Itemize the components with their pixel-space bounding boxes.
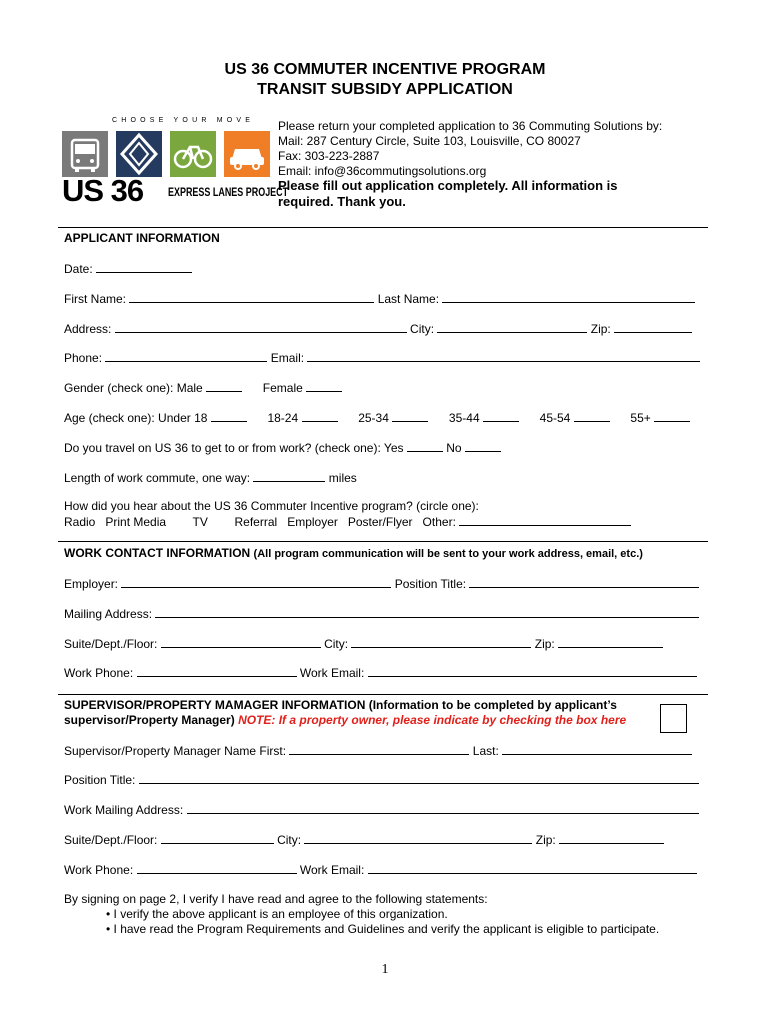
- suite-field[interactable]: [161, 636, 321, 648]
- age-option: 45-54: [539, 411, 571, 425]
- supervisor-last-label: Last:: [472, 744, 499, 758]
- commute-field[interactable]: [253, 470, 325, 482]
- travel-label: Do you travel on US 36 to get to or from work? (check one): Yes: [64, 441, 404, 455]
- supervisor-city-field[interactable]: [304, 832, 532, 844]
- age-under18-checkbox[interactable]: [211, 410, 247, 422]
- miles-label: miles: [328, 471, 357, 485]
- address-row: [64, 321, 692, 336]
- contact-intro: Please return your completed application to 36 Commuting Solutions by:: [278, 119, 663, 133]
- contact-fax: Fax: 303-223-2887: [278, 149, 380, 163]
- age-label: Age (check one): Under 18: [64, 411, 208, 425]
- supervisor-zip-label: Zip:: [535, 833, 556, 847]
- commute-row: [64, 470, 357, 485]
- female-label: Female: [262, 381, 303, 395]
- zip-field[interactable]: [558, 636, 663, 648]
- gender-label: Gender (check one): Male: [64, 381, 203, 395]
- age-18-24-checkbox[interactable]: [302, 410, 338, 422]
- supervisor-zip-field[interactable]: [559, 832, 664, 844]
- supervisor-first-field[interactable]: [289, 743, 469, 755]
- age-25-34-checkbox[interactable]: [392, 410, 428, 422]
- notice-line2: required. Thank you.: [278, 194, 406, 209]
- female-checkbox[interactable]: [306, 380, 342, 392]
- bus-icon: [62, 131, 108, 177]
- heard-options-row: [64, 514, 631, 529]
- supervisor-mailing-row: [64, 802, 699, 817]
- mailing-label: Mailing Address:: [64, 607, 153, 621]
- supervisor-phone-row: [64, 862, 697, 877]
- supervisor-email-field[interactable]: [368, 862, 697, 874]
- age-45-54-checkbox[interactable]: [574, 410, 610, 422]
- gender-row: [64, 380, 342, 395]
- zip-label: Zip:: [534, 637, 555, 651]
- commute-label: Length of work commute, one way:: [64, 471, 251, 485]
- suite-label: Suite/Dept./Floor:: [64, 637, 158, 651]
- city-label: City:: [324, 637, 349, 651]
- supervisor-mailing-label: Work Mailing Address:: [64, 803, 184, 817]
- date-field[interactable]: [96, 261, 192, 273]
- supervisor-position-row: [64, 772, 699, 787]
- supervisor-first-label: Supervisor/Property Manager Name First:: [64, 744, 287, 758]
- travel-row: [64, 440, 501, 455]
- age-option: 25-34: [358, 411, 389, 425]
- email-label: Email:: [270, 351, 305, 365]
- supervisor-suite-row: [64, 832, 664, 847]
- position-field[interactable]: [469, 576, 699, 588]
- address-label: Address:: [64, 322, 112, 336]
- email-field[interactable]: [307, 350, 700, 362]
- supervisor-last-field[interactable]: [502, 743, 692, 755]
- agreement-intro: By signing on page 2, I verify I have read and agree to the following statements:: [64, 892, 488, 906]
- city-field[interactable]: [437, 321, 587, 333]
- heard-options[interactable]: Radio Print Media TV Referral Employer Poster/Flyer Other:: [64, 515, 456, 529]
- supervisor-phone-label: Work Phone:: [64, 863, 134, 877]
- work-email-field[interactable]: [368, 665, 697, 677]
- city-field[interactable]: [351, 636, 531, 648]
- diamond-lane-icon: [116, 131, 162, 177]
- form-title-line1: US 36 COMMUTER INCENTIVE PROGRAM: [224, 61, 546, 78]
- contact-email: Email: info@36commutingsolutions.org: [278, 164, 487, 178]
- mailing-row: [64, 606, 699, 621]
- work-phone-field[interactable]: [137, 665, 297, 677]
- agreement-bullet: • I have read the Program Requirements and Guidelines and verify the applicant is eligible to participate.: [106, 922, 660, 936]
- supervisor-position-label: Position Title:: [64, 773, 136, 787]
- employer-row: [64, 576, 699, 591]
- first-name-label: First Name:: [64, 292, 127, 306]
- phone-row: [64, 350, 700, 365]
- work-email-label: Work Email:: [299, 666, 365, 680]
- notice-line1: Please fill out application completely. All information is: [278, 178, 618, 193]
- supervisor-city-label: City:: [277, 833, 302, 847]
- work-heading-note: (All program communication will be sent to your work address, email, etc.): [253, 548, 643, 560]
- date-row: [64, 261, 192, 276]
- property-owner-checkbox[interactable]: [660, 704, 687, 733]
- supervisor-suite-field[interactable]: [161, 832, 274, 844]
- travel-yes-checkbox[interactable]: [407, 440, 443, 452]
- mailing-field[interactable]: [155, 606, 699, 618]
- supervisor-email-label: Work Email:: [299, 863, 365, 877]
- supervisor-position-field[interactable]: [139, 772, 699, 784]
- city-label: City:: [410, 322, 435, 336]
- supervisor-phone-field[interactable]: [137, 862, 297, 874]
- form-title-line2: TRANSIT SUBSIDY APPLICATION: [257, 81, 513, 98]
- zip-field[interactable]: [614, 321, 692, 333]
- date-label: Date:: [64, 262, 93, 276]
- age-option: 55+: [630, 411, 651, 425]
- applicant-heading: APPLICANT INFORMATION: [64, 231, 220, 245]
- supervisor-heading-line2: [64, 713, 626, 727]
- position-label: Position Title:: [394, 577, 467, 591]
- last-name-label: Last Name:: [377, 292, 440, 306]
- supervisor-heading-label: supervisor/Property Manager): [64, 713, 235, 727]
- last-name-field[interactable]: [442, 291, 695, 303]
- work-suite-row: [64, 636, 663, 651]
- employer-label: Employer:: [64, 577, 119, 591]
- work-phone-row: [64, 665, 697, 680]
- age-35-44-checkbox[interactable]: [483, 410, 519, 422]
- first-name-field[interactable]: [129, 291, 374, 303]
- travel-no-checkbox[interactable]: [465, 440, 501, 452]
- section-divider: [58, 227, 708, 228]
- age-row: [64, 410, 690, 425]
- logo-subtitle: EXPRESS LANES PROJECT: [168, 187, 289, 199]
- male-checkbox[interactable]: [206, 380, 242, 392]
- supervisor-heading-line1: SUPERVISOR/PROPERTY MAMAGER INFORMATION (Information to be completed by applicant’s: [64, 698, 617, 712]
- age-option: 35-44: [448, 411, 480, 425]
- supervisor-mailing-field[interactable]: [187, 802, 699, 814]
- bicycle-icon: [170, 131, 216, 177]
- address-field[interactable]: [115, 321, 407, 333]
- work-heading-title: WORK CONTACT INFORMATION: [64, 546, 251, 560]
- work-phone-label: Work Phone:: [64, 666, 134, 680]
- employer-field[interactable]: [121, 576, 391, 588]
- us36-logo: [62, 117, 289, 209]
- contact-mail: Mail: 287 Century Circle, Suite 103, Louisville, CO 80027: [278, 134, 581, 148]
- logo-tagline: CHOOSE YOUR MOVE: [112, 117, 255, 124]
- section-divider: [58, 541, 708, 542]
- supervisor-name-row: [64, 743, 692, 758]
- section-divider: [58, 694, 708, 695]
- age-55-plus-checkbox[interactable]: [654, 410, 690, 422]
- supervisor-suite-label: Suite/Dept./Floor:: [64, 833, 158, 847]
- name-row: [64, 291, 695, 306]
- page-number: 1: [381, 962, 389, 977]
- heard-other-field[interactable]: [459, 514, 631, 526]
- zip-label: Zip:: [590, 322, 611, 336]
- agreement-bullet: • I verify the above applicant is an employee of this organization.: [106, 907, 448, 921]
- property-owner-note: NOTE: If a property owner, please indicate by checking the box here: [238, 713, 627, 727]
- heard-question: How did you hear about the US 36 Commuter Incentive program? (circle one):: [64, 499, 479, 513]
- travel-no-label: No: [446, 441, 462, 455]
- phone-field[interactable]: [105, 350, 267, 362]
- work-heading: [64, 546, 643, 560]
- age-option: 18-24: [267, 411, 299, 425]
- phone-label: Phone:: [64, 351, 103, 365]
- car-icon: [224, 131, 270, 177]
- logo-brand: US 36: [62, 173, 144, 208]
